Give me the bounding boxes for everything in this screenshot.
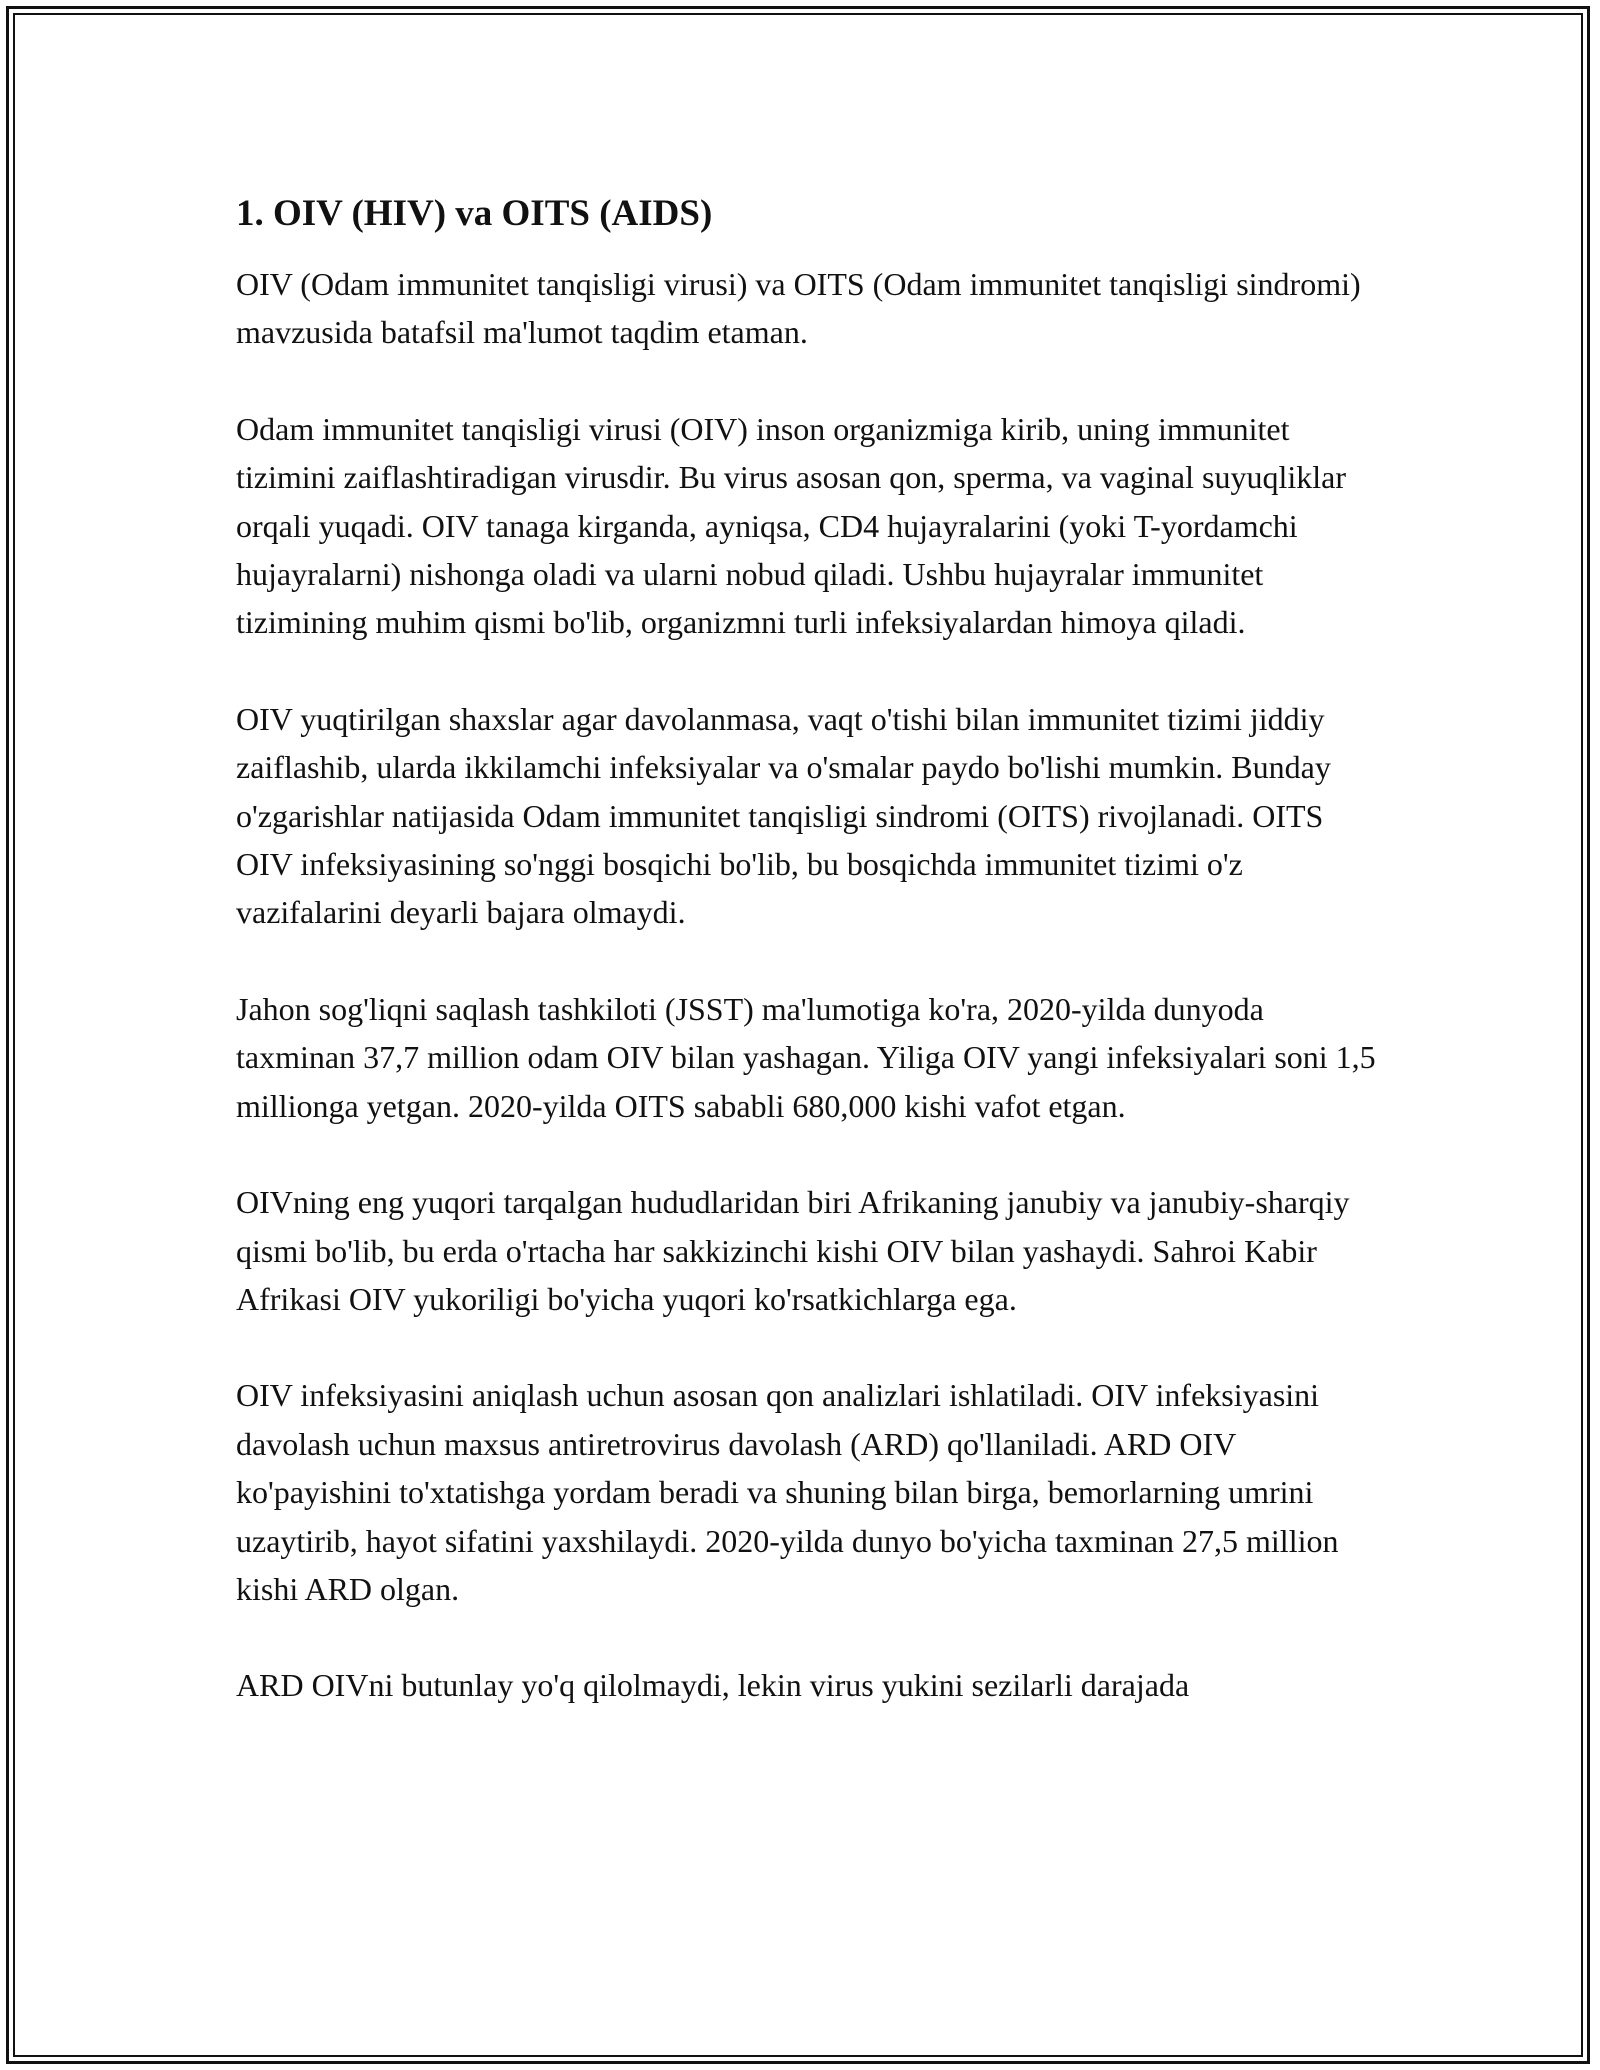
paragraph-statistics: Jahon sog'liqni saqlash tashkiloti (JSST) ma'lumotiga ko'ra, 2020-yilda dunyoda taxminan 37,7 million odam OIV bilan yashagan. Yiliga OIV yangi infeksiyalari soni 1,5 millionga yetgan. 2020-yilda OITS sababli 680,000 kishi vafot etgan. bbox=[236, 990, 1376, 1124]
paragraph-virus-definition: Odam immunitet tanqisligi virusi (OIV) inson organizmiga kirib, uning immunitet tizimini zaiflashtiradigan virusdir. Bu virus asosan qon, sperma, va vaginal suyuqliklar orqali yuqadi. OIV tanaga kirganda, ayniqsa, CD4 hujayralarini (yoki T-yordamchi hujayralarni) nishonga oladi va ularni nobud qiladi. Ushbu hujayralar immunitet tizimining muhim qismi bo'lib, organizmni turli infeksiyalardan himoya qiladi. bbox=[236, 410, 1346, 641]
document-title: 1. OIV (HIV) va OITS (AIDS) bbox=[236, 193, 713, 234]
paragraph-intro: OIV (Odam immunitet tanqisligi virusi) va OITS (Odam immunitet tanqisligi sindromi) mavzusida batafsil ma'lumot taqdim etaman. bbox=[236, 266, 1361, 351]
paragraph-aids-development: OIV yuqtirilgan shaxslar agar davolanmasa, vaqt o'tishi bilan immunitet tizimi jiddiy zaiflashib, ularda ikkilamchi infeksiyalar va o'smalar paydo bo'lishi mumkin. Bunday o'zgarishlar natijasida Odam immunitet tanqisligi sindromi (OITS) rivojlanadi. OITS OIV infeksiyasining so'nggi bosqichi bo'lib, bu bosqichda immunitet tizimi o'z vazifalarini deyarli bajara olmaydi. bbox=[236, 700, 1331, 931]
paragraph-regions: OIVning eng yuqori tarqalgan hududlaridan biri Afrikaning janubiy va janubiy-sharqiy qismi bo'lib, bu erda o'rtacha har sakkizinchi kishi OIV bilan yashaydi. Sahroi Kabir Afrikasi OIV yukoriligi bo'yicha yuqori ko'rsatkichlarga ega. bbox=[236, 1184, 1350, 1317]
paragraph-ard-limits: ARD OIVni butunlay yo'q qilolmaydi, lekin virus yukini sezilarli darajada bbox=[236, 1667, 1190, 1704]
document-body bbox=[236, 190, 1376, 1758]
paragraph-diagnosis-treatment: OIV infeksiyasini aniqlash uchun asosan qon analizlari ishlatiladi. OIV infeksiyasini davolash uchun maxsus antiretrovirus davolash (ARD) qo'llaniladi. ARD OIV ko'payishini to'xtatishga yordam beradi va shuning bilan birga, bemorlarning umrini uzaytirib, hayot sifatini yaxshilaydi. 2020-yilda dunyo bo'yicha taxminan 27,5 million kishi ARD olgan. bbox=[236, 1377, 1339, 1607]
